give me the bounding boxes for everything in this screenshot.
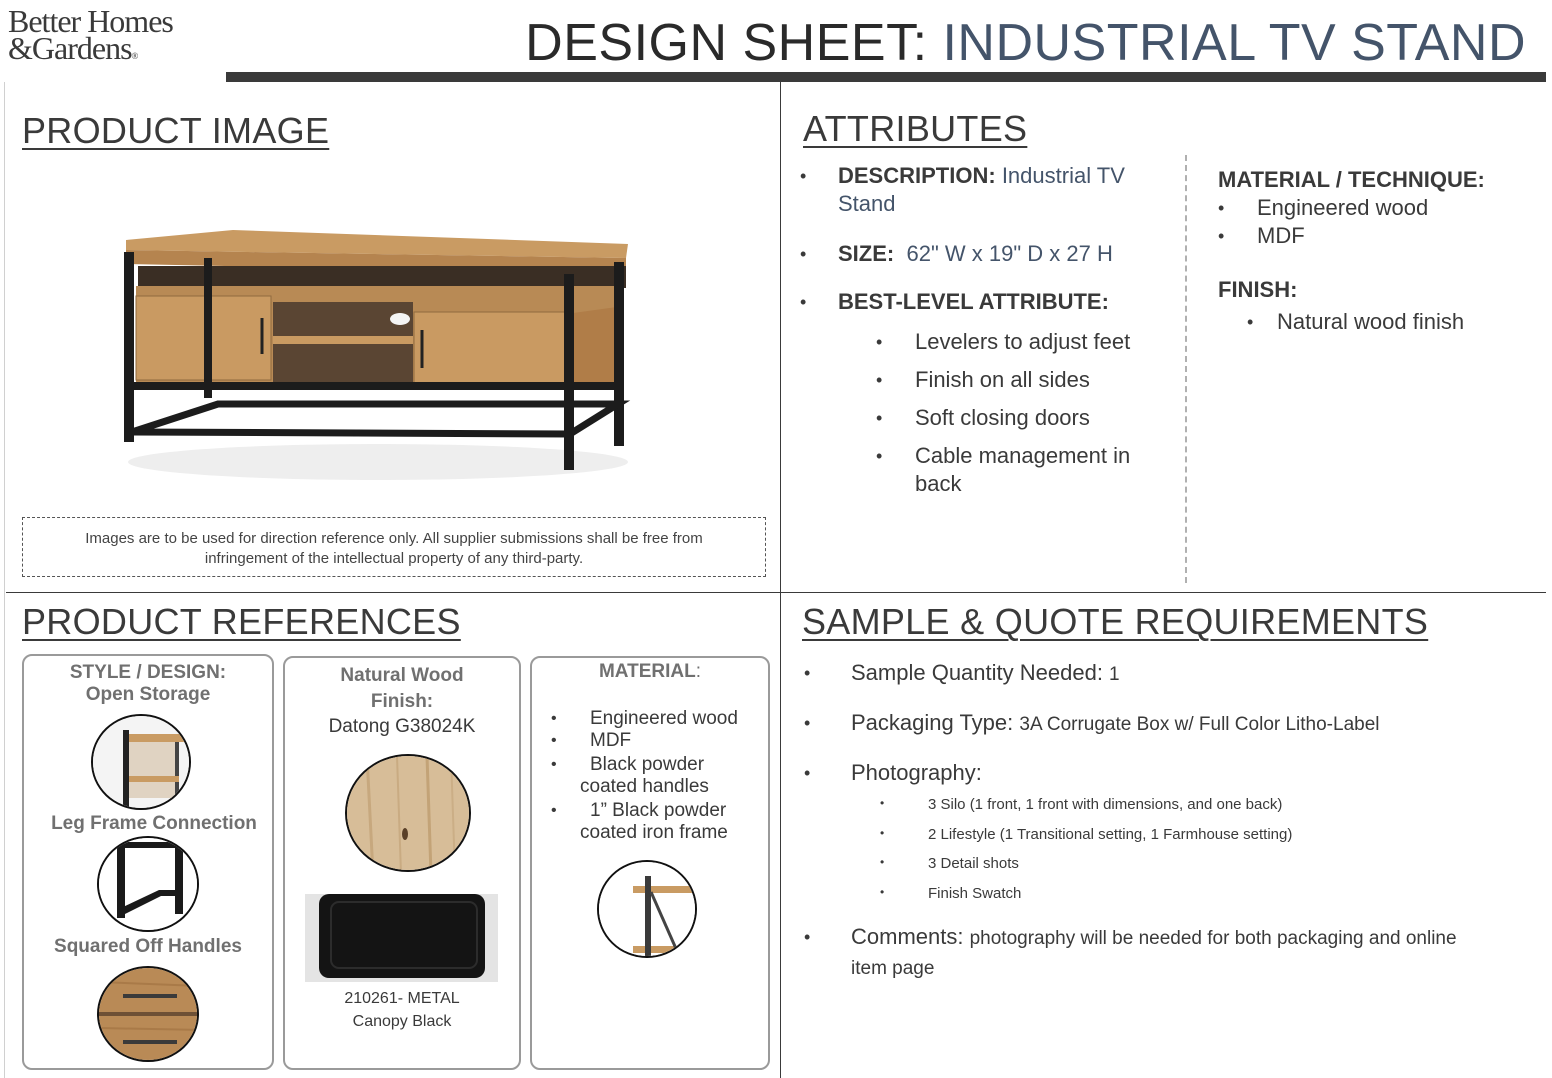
logo-line-1: Better Homes xyxy=(8,3,173,39)
sample-quantity xyxy=(851,659,1120,689)
bullet-dot-icon: • xyxy=(800,244,807,264)
packaging-type-value: 3A Corrugate Box w/ Full Color Litho-Label xyxy=(1019,714,1380,735)
best-item: Soft closing doors xyxy=(915,405,1090,430)
material-item: Engineered wood xyxy=(1257,195,1429,220)
photography-item: Finish Swatch xyxy=(928,885,1022,902)
bullet-dot-icon: • xyxy=(800,292,807,312)
bullet-dot-icon: • xyxy=(876,446,883,466)
material-technique-label xyxy=(1218,166,1485,194)
center-divider xyxy=(780,82,781,1078)
bullet-dot-icon: • xyxy=(1247,312,1254,332)
bullet-dot-icon: • xyxy=(804,713,811,733)
metal-code: 210261- METAL xyxy=(344,990,460,1007)
style-head-line-1: STYLE / DESIGN: xyxy=(69,662,227,683)
bullet-dot-icon: • xyxy=(880,796,885,810)
description-value-1: Industrial TV xyxy=(1001,163,1125,188)
tv-stand-photo xyxy=(118,222,638,492)
best-level-label xyxy=(838,288,1109,316)
best-item-line-1: Cable management in xyxy=(915,443,1131,468)
bullet-dot-icon: • xyxy=(876,332,883,352)
finish-label xyxy=(1218,276,1297,304)
logo-line-2: &Gardens xyxy=(8,30,132,66)
style-head-line-2: Open Storage xyxy=(85,684,211,705)
material-list-item: MDF xyxy=(590,730,632,751)
material-list-item: Black powder xyxy=(590,754,705,775)
bullet-dot-icon: • xyxy=(1218,198,1225,218)
material-list-item: 1” Black powder xyxy=(590,800,727,821)
comments-value-1: photography will be needed for both packaging and online xyxy=(969,928,1457,949)
metal-swatch xyxy=(305,894,498,982)
handles-swatch xyxy=(97,966,199,1062)
bullet-dot-icon: • xyxy=(1218,226,1225,246)
style-head xyxy=(22,662,274,706)
bullet-dot-icon: • xyxy=(551,756,557,773)
material-head-colon: : xyxy=(695,661,702,682)
sample-quantity-label: Sample Quantity Needed: xyxy=(851,660,1110,685)
material-list-item-cont: coated handles xyxy=(580,776,709,797)
finish-head xyxy=(283,663,521,715)
iron-frame-swatch xyxy=(597,860,697,958)
material-list-item: Engineered wood xyxy=(590,708,738,729)
attributes-title: ATTRIBUTES xyxy=(803,108,1028,149)
product-references-title: PRODUCT REFERENCES xyxy=(22,601,461,642)
photography-item: 3 Detail shots xyxy=(928,855,1019,872)
bullet-dot-icon: • xyxy=(880,885,885,899)
best-level-label-text: BEST-LEVEL ATTRIBUTE: xyxy=(838,289,1109,314)
disclaimer-line-2: infringement of the intellectual property of any third-party. xyxy=(204,550,584,567)
title-prefix: DESIGN SHEET: xyxy=(525,14,943,72)
open-storage-swatch xyxy=(91,714,191,810)
size-label: SIZE: xyxy=(838,241,895,266)
bullet-dot-icon: • xyxy=(551,710,557,727)
finish-head-line-1: Natural Wood xyxy=(340,665,464,686)
bullet-dot-icon: • xyxy=(804,663,811,683)
packaging-type-label: Packaging Type: xyxy=(851,710,1020,735)
disclaimer-line-1: Images are to be used for direction reference only. All supplier submissions shall be free from xyxy=(85,530,703,547)
title-underline-bar xyxy=(226,72,1546,82)
brand-logo xyxy=(8,3,173,70)
material-item: MDF xyxy=(1257,223,1305,248)
sample-quantity-value: 1 xyxy=(1109,664,1120,685)
middle-divider xyxy=(6,592,1546,593)
comments xyxy=(851,923,1531,983)
photography-item: 3 Silo (1 front, 1 front with dimensions, and one back) xyxy=(928,796,1283,813)
description-attribute xyxy=(838,162,1158,218)
packaging-type xyxy=(851,709,1380,739)
material-head-text: MATERIAL xyxy=(598,661,696,682)
best-item: Levelers to adjust feet xyxy=(915,329,1131,354)
attributes-column-divider xyxy=(1185,155,1187,583)
bullet-dot-icon: • xyxy=(551,732,557,749)
best-item xyxy=(915,442,1130,498)
bullet-dot-icon: • xyxy=(876,408,883,428)
finish-head-line-2: Finish: xyxy=(370,691,434,712)
description-label: DESCRIPTION: xyxy=(838,163,996,188)
bullet-dot-icon: • xyxy=(880,855,885,869)
description-value-2: Stand xyxy=(838,191,896,216)
bullet-dot-icon: • xyxy=(800,166,807,186)
left-edge-line xyxy=(4,82,5,1078)
logo-registered-mark: ® xyxy=(131,51,138,61)
comments-label: Comments: xyxy=(851,924,970,949)
bullet-dot-icon: • xyxy=(804,763,811,783)
finish-item: Natural wood finish xyxy=(1277,309,1465,334)
photography-item: 2 Lifestyle (1 Transitional setting, 1 Farmhouse setting) xyxy=(928,826,1293,843)
bullet-dot-icon: • xyxy=(804,927,811,947)
finish-code: Datong G38024K xyxy=(328,716,476,737)
material-technique-label-text: MATERIAL / TECHNIQUE: xyxy=(1218,167,1485,192)
best-item: Finish on all sides xyxy=(915,367,1090,392)
comments-value-2: item page xyxy=(851,958,935,979)
finish-label-text: FINISH: xyxy=(1218,277,1298,302)
bullet-dot-icon: • xyxy=(551,802,557,819)
best-item-line-2: back xyxy=(915,471,962,496)
title-accent: INDUSTRIAL TV STAND xyxy=(942,14,1526,72)
metal-caption xyxy=(283,987,521,1033)
photography-label: Photography: xyxy=(851,760,982,785)
product-image-title: PRODUCT IMAGE xyxy=(22,110,330,151)
size-attribute xyxy=(838,240,1113,268)
bullet-dot-icon: • xyxy=(880,826,885,840)
material-list-item-cont: coated iron frame xyxy=(580,822,728,843)
page-title xyxy=(525,12,1526,74)
metal-name: Canopy Black xyxy=(352,1013,452,1030)
leg-frame-label: Leg Frame Connection xyxy=(51,813,257,834)
handles-label: Squared Off Handles xyxy=(54,936,242,957)
wood-swatch xyxy=(345,754,471,872)
image-disclaimer xyxy=(22,517,766,577)
material-head xyxy=(530,661,770,683)
sample-quote-title: SAMPLE & QUOTE REQUIREMENTS xyxy=(802,601,1429,642)
leg-frame-swatch xyxy=(97,836,199,932)
bullet-dot-icon: • xyxy=(876,370,883,390)
size-value: 62" W x 19" D x 27 H xyxy=(906,241,1113,266)
